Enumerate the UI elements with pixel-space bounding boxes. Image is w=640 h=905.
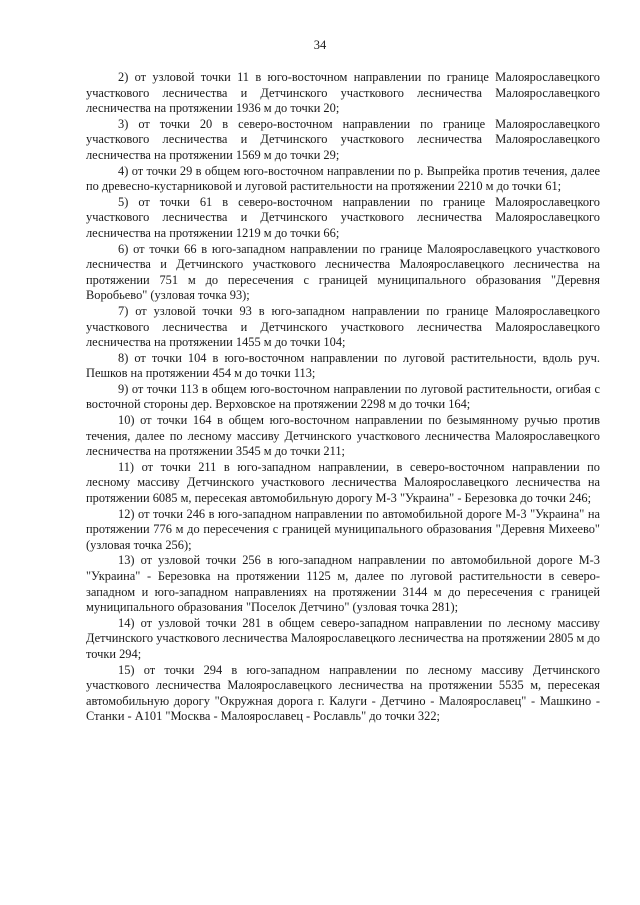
document-body: [86, 70, 600, 725]
list-item: 4) от точки 29 в общем юго-восточном направлении по р. Выпрейка против течения, далее по древесно-кустарниковой и луговой растительности на протяжении 2210 м до точки 61;: [86, 163, 600, 194]
list-item: 7) от узловой точки 93 в юго-западном направлении по границе Малоярославецкого участкового лесничества и Детчинского участкового лесничества Малоярославецкого лесничества на протяжении 1455 м до точки 104;: [86, 303, 600, 350]
list-item: 11) от точки 211 в юго-западном направлении, в северо-восточном направлении по лесному массиву Детчинского участкового лесничества Малоярославецкого лесничества на протяжении 6085 м, пересекая автомобильную дорогу М-3 "Украина" - Березовка до точки 246;: [86, 459, 600, 506]
page-number: 34: [313, 38, 327, 52]
list-item: 8) от точки 104 в юго-восточном направлении по луговой растительности, вдоль руч. Пешков на протяжении 454 м до точки 113;: [86, 350, 600, 381]
list-item: 5) от точки 61 в северо-восточном направлении по границе Малоярославецкого участкового лесничества и Детчинского участкового лесничества Малоярославецкого лесничества на протяжении 1219 м до точки 66;: [86, 194, 600, 240]
list-item: 10) от точки 164 в общем юго-восточном направлении по безымянному ручью против течения, далее по лесному массиву Детчинского участкового лесничества Малоярославецкого лесничества на протяжении 3545 м до точки 211;: [86, 413, 600, 459]
list-item: 13) от узловой точки 256 в юго-западном направлении по автомобильной дороге М-3 "Украина" - Березовка на протяжении 1125 м, далее по луговой растительности в северо-западном и юго-западном направлениях на протяжении 3144 м до пересечения с границей муниципального образования "Поселок Детчино" (узловая точка 281);: [86, 553, 600, 615]
list-item: 12) от точки 246 в юго-западном направлении по автомобильной дороге М-3 "Украина" на протяжении 776 м до пересечения с границей муниципального образования "Деревня Михеево" (узловая точка 256);: [86, 506, 600, 552]
list-item: 15) от точки 294 в юго-западном направлении по лесному массиву Детчинского участкового лесничества Малоярославецкого лесничества на протяжении 5535 м, пересекая автомобильную дорогу "Окружная дорога г. Калуги - Детчино - Малоярославец" - Машкино - Станки - А101 "Москва - Малоярославец - Рославль" до точки 322;: [86, 662, 600, 724]
list-item: 14) от узловой точки 281 в общем северо-западном направлении по лесному массиву Детчинского участкового лесничества Малоярославецкого лесничества на протяжении 2805 м до точки 294;: [86, 615, 600, 661]
list-item: 6) от точки 66 в юго-западном направлении по границе Малоярославецкого участкового лесничества и Детчинского участкового лесничества Малоярославецкого лесничества на протяжении 751 м до пересечения с границей муниципального образования "Деревня Воробьево" (узловая точка 93);: [86, 241, 600, 303]
list-item: 3) от точки 20 в северо-восточном направлении по границе Малоярославецкого участкового лесничества и Детчинского участкового лесничества Малоярославецкого лесничества на протяжении 1569 м до точки 29;: [86, 116, 600, 162]
list-item: 2) от узловой точки 11 в юго-восточном направлении по границе Малоярославецкого участкового лесничества и Детчинского участкового лесничества Малоярославецкого лесничества на протяжении 1936 м до точки 20;: [86, 70, 600, 116]
list-item: 9) от точки 113 в общем юго-восточном направлении по луговой растительности, огибая с восточной стороны дер. Верховское на протяжении 2298 м до точки 164;: [86, 381, 600, 412]
